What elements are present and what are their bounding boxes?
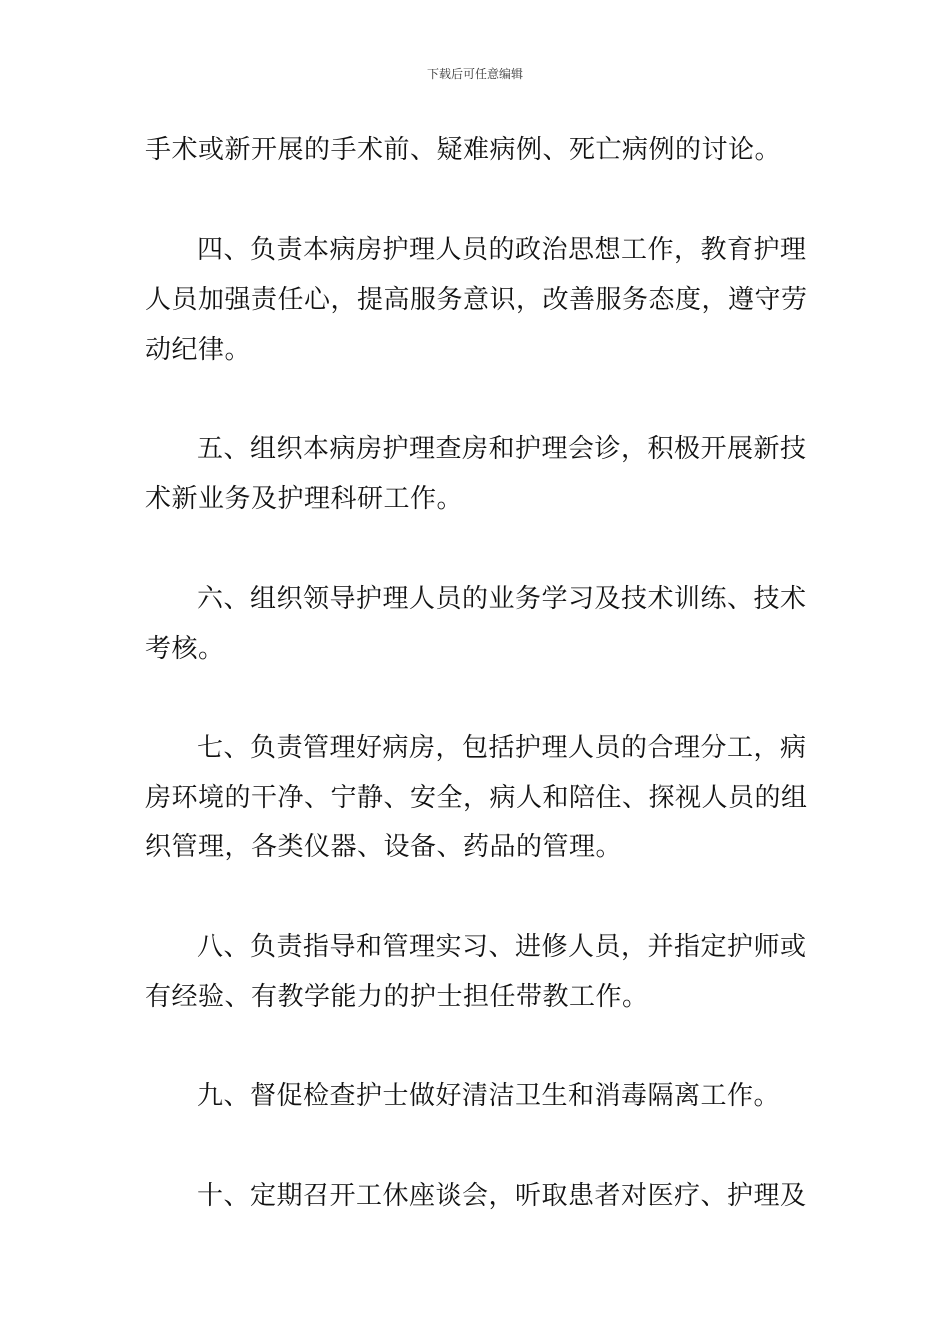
paragraph-line: 七、负责管理好病房，包括护理人员的合理分工，病 [197,733,807,763]
paragraph-line: 四、负责本病房护理人员的政治思想工作，教育护理 [197,235,807,265]
paragraph-line: 九、督促检查护士做好清洁卫生和消毒隔离工作。 [197,1081,781,1111]
paragraph-line: 房环境的干净、宁静、安全，病人和陪住、探视人员的组 [145,783,808,813]
paragraph-line: 六、组织领导护理人员的业务学习及技术训练、技术 [197,584,807,614]
paragraph-line: 八、负责指导和管理实习、进修人员，并指定护师或 [197,932,807,962]
paragraph-line: 手术或新开展的手术前、疑难病例、死亡病例的讨论。 [145,135,782,165]
paragraph-line: 动纪律。 [145,335,252,365]
paragraph-line: 有经验、有教学能力的护士担任带教工作。 [145,982,649,1012]
page-header: 下载后可任意编辑 [426,67,523,81]
paragraph-line: 十、定期召开工休座谈会，听取患者对医疗、护理及 [197,1181,807,1211]
paragraph-line: 织管理，各类仪器、设备、药品的管理。 [145,832,623,862]
paragraph-line: 术新业务及护理科研工作。 [145,484,464,514]
paragraph-line: 人员加强责任心，提高服务意识，改善服务态度，遵守劳 [145,285,808,315]
paragraph-line: 五、组织本病房护理查房和护理会诊，积极开展新技 [197,434,807,464]
paragraph-line: 考核。 [145,634,225,664]
